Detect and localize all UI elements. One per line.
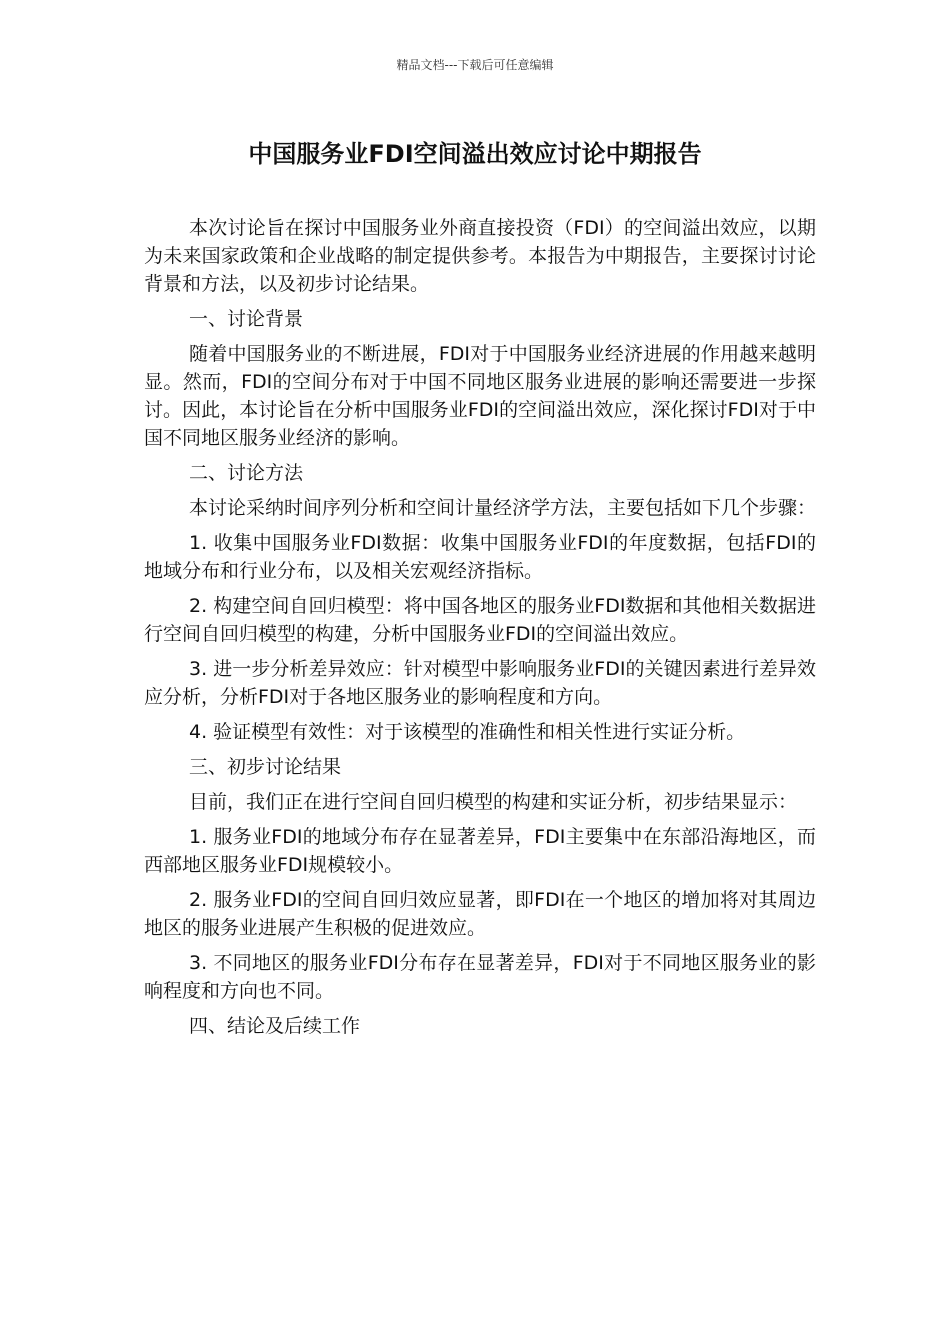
section-heading-results: 三、初步讨论结果: [189, 756, 342, 778]
method-intro-paragraph: 本讨论采纳时间序列分析和空间计量经济学方法，主要包括如下几个步骤：: [189, 497, 817, 519]
section-heading-method: 二、讨论方法: [189, 462, 304, 484]
results-intro-paragraph: 目前，我们正在进行空间自回归模型的构建和实证分析，初步结果显示：: [189, 791, 798, 813]
result-item-2: 2. 服务业FDI的空间自回归效应显著，即FDI在一个地区的增加将对其周边地区的服务业进展产生积极的促进效应。: [144, 889, 816, 939]
document-body: [144, 214, 816, 1047]
method-step-1: 1. 收集中国服务业FDI数据：收集中国服务业FDI的年度数据，包括FDI的地域分布和行业分布，以及相关宏观经济指标。: [144, 532, 816, 582]
section-heading-background: 一、讨论背景: [189, 308, 304, 330]
method-step-2: 2. 构建空间自回归模型：将中国各地区的服务业FDI数据和其他相关数据进行空间自回归模型的构建，分析中国服务业FDI的空间溢出效应。: [144, 595, 816, 645]
method-step-4: 4. 验证模型有效性：对于该模型的准确性和相关性进行实证分析。: [189, 721, 746, 743]
result-item-3: 3. 不同地区的服务业FDI分布存在显著差异，FDI对于不同地区服务业的影响程度和方向也不同。: [144, 952, 816, 1002]
result-item-1: 1. 服务业FDI的地域分布存在显著差异，FDI主要集中在东部沿海地区，而西部地区服务业FDI规模较小。: [144, 826, 816, 876]
intro-paragraph: 本次讨论旨在探讨中国服务业外商直接投资（FDI）的空间溢出效应，以期为未来国家政策和企业战略的制定提供参考。本报告为中期报告，主要探讨讨论背景和方法，以及初步讨论结果。: [144, 217, 816, 295]
header-note: 精品文档---下载后可任意编辑: [396, 58, 554, 72]
background-paragraph: 随着中国服务业的不断进展，FDI对于中国服务业经济进展的作用越来越明显。然而，FDI的空间分布对于中国不同地区服务业进展的影响还需要进一步探讨。因此，本讨论旨在分析中国服务业FDI的空间溢出效应，深化探讨FDI对于中国不同地区服务业经济的影响。: [144, 343, 816, 449]
method-step-3: 3. 进一步分析差异效应：针对模型中影响服务业FDI的关键因素进行差异效应分析，分析FDI对于各地区服务业的影响程度和方向。: [144, 658, 816, 708]
section-heading-conclusion: 四、结论及后续工作: [189, 1015, 361, 1037]
document-title: 中国服务业FDI空间溢出效应讨论中期报告: [248, 140, 702, 168]
